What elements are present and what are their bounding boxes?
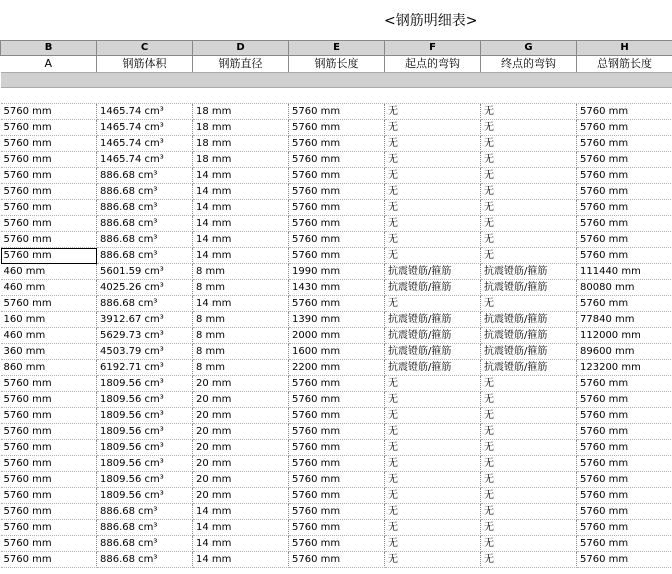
- table-cell[interactable]: 无: [385, 504, 481, 520]
- table-cell[interactable]: 5760 mm: [289, 168, 385, 184]
- column-header-total-length[interactable]: 总钢筋长度: [577, 56, 672, 73]
- table-cell[interactable]: 5760 mm: [289, 472, 385, 488]
- table-cell[interactable]: 5760 mm: [289, 536, 385, 552]
- table-cell[interactable]: 460 mm: [1, 328, 97, 344]
- table-cell[interactable]: 无: [385, 184, 481, 200]
- table-cell[interactable]: 5760 mm: [1, 552, 97, 568]
- column-header-end-hook[interactable]: 终点的弯钩: [481, 56, 577, 73]
- column-letter-row: [1, 41, 672, 56]
- table-cell[interactable]: 抗震镫筋/箍筋: [481, 280, 577, 296]
- column-header-a[interactable]: A: [1, 56, 97, 73]
- table-row[interactable]: [1, 168, 672, 184]
- table-row[interactable]: [1, 248, 672, 264]
- table-cell[interactable]: 5760 mm: [1, 408, 97, 424]
- table-cell[interactable]: 5760 mm: [577, 376, 672, 392]
- table-row[interactable]: [1, 536, 672, 552]
- table-cell[interactable]: 5760 mm: [1, 232, 97, 248]
- table-row[interactable]: [1, 184, 672, 200]
- table-cell[interactable]: 5760 mm: [289, 216, 385, 232]
- table-row[interactable]: [1, 392, 672, 408]
- column-letter-h[interactable]: H: [577, 41, 672, 56]
- table-cell[interactable]: 抗震镫筋/箍筋: [385, 264, 481, 280]
- table-cell[interactable]: 无: [385, 248, 481, 264]
- table-row[interactable]: [1, 200, 672, 216]
- table-cell[interactable]: 无: [481, 216, 577, 232]
- table-cell[interactable]: 无: [385, 200, 481, 216]
- table-cell[interactable]: 14 mm: [193, 200, 289, 216]
- table-cell[interactable]: 5760 mm: [1, 152, 97, 168]
- table-cell[interactable]: 无: [385, 168, 481, 184]
- table-cell[interactable]: 1465.74 cm³: [97, 120, 193, 136]
- table-cell[interactable]: 1809.56 cm³: [97, 488, 193, 504]
- table-cell[interactable]: 5760 mm: [577, 536, 672, 552]
- table-cell[interactable]: 5760 mm: [289, 248, 385, 264]
- table-cell[interactable]: 无: [481, 520, 577, 536]
- table-cell[interactable]: 5629.73 cm³: [97, 328, 193, 344]
- table-cell[interactable]: 5760 mm: [289, 440, 385, 456]
- column-header-rebar-volume[interactable]: 钢筋体积: [97, 56, 193, 73]
- table-cell[interactable]: 无: [385, 536, 481, 552]
- table-cell[interactable]: 5760 mm: [1, 536, 97, 552]
- table-cell[interactable]: 无: [385, 456, 481, 472]
- table-cell[interactable]: 18 mm: [193, 152, 289, 168]
- table-cell[interactable]: 5760 mm: [577, 184, 672, 200]
- table-cell[interactable]: 5760 mm: [577, 424, 672, 440]
- table-cell[interactable]: 无: [481, 392, 577, 408]
- table-cell[interactable]: 5760 mm: [289, 520, 385, 536]
- table-cell[interactable]: 5760 mm: [577, 296, 672, 312]
- table-cell[interactable]: 无: [385, 440, 481, 456]
- table-cell[interactable]: 77840 mm: [577, 312, 672, 328]
- table-cell[interactable]: 无: [481, 248, 577, 264]
- table-cell[interactable]: 20 mm: [193, 424, 289, 440]
- table-cell[interactable]: 160 mm: [1, 312, 97, 328]
- schedule-body: [1, 104, 672, 568]
- table-cell[interactable]: 5760 mm: [577, 104, 672, 120]
- table-cell[interactable]: 5760 mm: [577, 120, 672, 136]
- column-letter-g[interactable]: G: [481, 41, 577, 56]
- table-row[interactable]: [1, 264, 672, 280]
- table-cell[interactable]: 5760 mm: [289, 184, 385, 200]
- table-cell[interactable]: 886.68 cm³: [97, 504, 193, 520]
- table-cell[interactable]: 886.68 cm³: [97, 552, 193, 568]
- table-row[interactable]: [1, 136, 672, 152]
- table-cell[interactable]: 1430 mm: [289, 280, 385, 296]
- table-row[interactable]: [1, 376, 672, 392]
- table-cell[interactable]: 20 mm: [193, 408, 289, 424]
- table-row[interactable]: [1, 360, 672, 376]
- table-cell[interactable]: 886.68 cm³: [97, 184, 193, 200]
- table-cell[interactable]: 8 mm: [193, 360, 289, 376]
- table-cell[interactable]: 无: [481, 168, 577, 184]
- table-cell[interactable]: 5760 mm: [1, 184, 97, 200]
- table-cell[interactable]: 抗震镫筋/箍筋: [385, 312, 481, 328]
- table-cell[interactable]: 无: [481, 536, 577, 552]
- table-cell[interactable]: 5760 mm: [577, 440, 672, 456]
- table-cell[interactable]: 抗震镫筋/箍筋: [481, 264, 577, 280]
- table-cell[interactable]: 5760 mm: [1, 376, 97, 392]
- table-cell[interactable]: 20 mm: [193, 488, 289, 504]
- table-cell[interactable]: 1809.56 cm³: [97, 424, 193, 440]
- table-cell[interactable]: 无: [481, 456, 577, 472]
- table-cell[interactable]: 112000 mm: [577, 328, 672, 344]
- table-cell[interactable]: 5760 mm: [1, 424, 97, 440]
- table-cell[interactable]: 20 mm: [193, 392, 289, 408]
- table-cell[interactable]: 14 mm: [193, 504, 289, 520]
- table-cell[interactable]: 5760 mm: [577, 200, 672, 216]
- table-cell[interactable]: 1809.56 cm³: [97, 376, 193, 392]
- column-header-row: [1, 56, 672, 73]
- table-row[interactable]: [1, 312, 672, 328]
- table-cell[interactable]: 无: [481, 488, 577, 504]
- table-cell[interactable]: 886.68 cm³: [97, 296, 193, 312]
- table-cell[interactable]: 2200 mm: [289, 360, 385, 376]
- table-cell[interactable]: 5760 mm: [1, 120, 97, 136]
- table-cell[interactable]: 5760 mm: [289, 376, 385, 392]
- table-cell[interactable]: 886.68 cm³: [97, 200, 193, 216]
- table-cell[interactable]: 1390 mm: [289, 312, 385, 328]
- table-cell[interactable]: 无: [481, 200, 577, 216]
- table-cell[interactable]: 5760 mm: [289, 488, 385, 504]
- table-cell[interactable]: 5760 mm: [577, 136, 672, 152]
- table-cell[interactable]: 无: [385, 152, 481, 168]
- table-row[interactable]: [1, 456, 672, 472]
- table-cell[interactable]: 抗震镫筋/箍筋: [385, 360, 481, 376]
- table-cell[interactable]: 抗震镫筋/箍筋: [481, 344, 577, 360]
- table-cell[interactable]: 5760 mm: [289, 392, 385, 408]
- table-cell[interactable]: 无: [385, 376, 481, 392]
- table-cell[interactable]: 5760 mm: [577, 216, 672, 232]
- table-cell[interactable]: 360 mm: [1, 344, 97, 360]
- table-cell[interactable]: 5760 mm: [289, 504, 385, 520]
- table-cell[interactable]: 5760 mm: [577, 232, 672, 248]
- table-cell[interactable]: 5760 mm: [1, 504, 97, 520]
- table-cell[interactable]: 14 mm: [193, 520, 289, 536]
- table-cell[interactable]: 无: [385, 232, 481, 248]
- table-cell[interactable]: 5760 mm: [577, 392, 672, 408]
- table-cell[interactable]: 8 mm: [193, 328, 289, 344]
- table-cell[interactable]: 5760 mm: [289, 120, 385, 136]
- table-cell[interactable]: 5760 mm: [577, 488, 672, 504]
- table-cell[interactable]: 6192.71 cm³: [97, 360, 193, 376]
- column-letter-c[interactable]: C: [97, 41, 193, 56]
- table-cell[interactable]: 8 mm: [193, 264, 289, 280]
- table-cell[interactable]: 20 mm: [193, 440, 289, 456]
- table-cell[interactable]: 89600 mm: [577, 344, 672, 360]
- table-cell[interactable]: 5760 mm: [289, 200, 385, 216]
- blank-row: [1, 88, 672, 104]
- table-cell[interactable]: 8 mm: [193, 344, 289, 360]
- table-row[interactable]: [1, 296, 672, 312]
- table-cell[interactable]: 18 mm: [193, 136, 289, 152]
- table-cell[interactable]: 5760 mm: [577, 168, 672, 184]
- table-cell[interactable]: 20 mm: [193, 456, 289, 472]
- table-cell[interactable]: 886.68 cm³: [97, 232, 193, 248]
- table-cell[interactable]: 1809.56 cm³: [97, 408, 193, 424]
- table-cell[interactable]: 无: [481, 136, 577, 152]
- table-cell[interactable]: 14 mm: [193, 536, 289, 552]
- table-row[interactable]: [1, 424, 672, 440]
- table-cell[interactable]: 无: [385, 472, 481, 488]
- column-letter-d[interactable]: D: [193, 41, 289, 56]
- table-cell[interactable]: 5760 mm: [1, 392, 97, 408]
- table-cell[interactable]: 抗震镫筋/箍筋: [385, 328, 481, 344]
- table-cell[interactable]: 14 mm: [193, 232, 289, 248]
- table-cell[interactable]: 5760 mm: [577, 248, 672, 264]
- table-cell[interactable]: 5760 mm: [1, 216, 97, 232]
- table-cell[interactable]: 8 mm: [193, 280, 289, 296]
- table-cell[interactable]: 4503.79 cm³: [97, 344, 193, 360]
- table-row[interactable]: [1, 280, 672, 296]
- column-header-start-hook[interactable]: 起点的弯钩: [385, 56, 481, 73]
- table-cell[interactable]: 5760 mm: [289, 456, 385, 472]
- table-cell[interactable]: 886.68 cm³: [97, 168, 193, 184]
- table-cell[interactable]: 2000 mm: [289, 328, 385, 344]
- table-cell[interactable]: 80080 mm: [577, 280, 672, 296]
- table-row[interactable]: [1, 120, 672, 136]
- table-cell[interactable]: 14 mm: [193, 552, 289, 568]
- table-cell[interactable]: 14 mm: [193, 168, 289, 184]
- schedule-title-bar: [0, 6, 672, 34]
- header-spacer: [1, 73, 672, 88]
- table-cell[interactable]: 886.68 cm³: [97, 248, 193, 264]
- column-letter-b[interactable]: B: [1, 41, 97, 56]
- table-cell[interactable]: 5760 mm: [289, 408, 385, 424]
- table-cell[interactable]: 无: [481, 120, 577, 136]
- table-cell[interactable]: 5760 mm: [1, 104, 97, 120]
- table-cell[interactable]: 无: [481, 408, 577, 424]
- table-cell[interactable]: 5760 mm: [577, 504, 672, 520]
- table-cell[interactable]: 460 mm: [1, 280, 97, 296]
- column-header-rebar-diameter[interactable]: 钢筋直径: [193, 56, 289, 73]
- table-cell[interactable]: 无: [385, 424, 481, 440]
- table-cell[interactable]: 20 mm: [193, 472, 289, 488]
- table-cell[interactable]: 14 mm: [193, 248, 289, 264]
- table-cell[interactable]: 14 mm: [193, 216, 289, 232]
- schedule-table: [0, 40, 672, 568]
- table-cell[interactable]: 无: [481, 296, 577, 312]
- table-row[interactable]: [1, 152, 672, 168]
- column-letter-f[interactable]: F: [385, 41, 481, 56]
- table-cell[interactable]: 5760 mm: [289, 104, 385, 120]
- table-cell[interactable]: 1600 mm: [289, 344, 385, 360]
- table-cell[interactable]: 抗震镫筋/箍筋: [481, 312, 577, 328]
- table-cell[interactable]: 5760 mm: [1, 296, 97, 312]
- table-cell[interactable]: 无: [481, 104, 577, 120]
- table-cell[interactable]: 无: [385, 520, 481, 536]
- table-cell[interactable]: 无: [385, 408, 481, 424]
- table-cell[interactable]: 5760 mm: [289, 232, 385, 248]
- table-cell[interactable]: 无: [385, 104, 481, 120]
- table-cell[interactable]: 5760 mm: [1, 520, 97, 536]
- table-row[interactable]: [1, 520, 672, 536]
- table-cell[interactable]: 无: [481, 232, 577, 248]
- table-row[interactable]: [1, 408, 672, 424]
- table-cell[interactable]: 无: [481, 424, 577, 440]
- table-cell[interactable]: 8 mm: [193, 312, 289, 328]
- table-cell[interactable]: 5760 mm: [289, 552, 385, 568]
- table-cell[interactable]: 5760 mm: [1, 248, 97, 264]
- table-cell[interactable]: 1809.56 cm³: [97, 440, 193, 456]
- table-cell[interactable]: 无: [385, 216, 481, 232]
- table-cell[interactable]: 抗震镫筋/箍筋: [385, 280, 481, 296]
- table-cell[interactable]: 5760 mm: [1, 488, 97, 504]
- table-cell[interactable]: 5760 mm: [1, 456, 97, 472]
- table-cell[interactable]: 20 mm: [193, 376, 289, 392]
- table-cell[interactable]: 无: [481, 152, 577, 168]
- table-cell[interactable]: 无: [385, 120, 481, 136]
- table-row[interactable]: [1, 504, 672, 520]
- table-cell[interactable]: 5760 mm: [1, 472, 97, 488]
- table-row[interactable]: [1, 104, 672, 120]
- table-cell[interactable]: 18 mm: [193, 104, 289, 120]
- column-header-rebar-length[interactable]: 钢筋长度: [289, 56, 385, 73]
- table-cell[interactable]: 1809.56 cm³: [97, 472, 193, 488]
- table-row[interactable]: [1, 552, 672, 568]
- table-cell[interactable]: 抗震镫筋/箍筋: [481, 328, 577, 344]
- table-cell[interactable]: 1809.56 cm³: [97, 392, 193, 408]
- table-cell[interactable]: 无: [481, 552, 577, 568]
- table-cell[interactable]: 无: [385, 296, 481, 312]
- table-cell[interactable]: 无: [385, 392, 481, 408]
- table-cell[interactable]: 5760 mm: [1, 440, 97, 456]
- table-row[interactable]: [1, 216, 672, 232]
- table-cell[interactable]: 无: [481, 504, 577, 520]
- table-row[interactable]: [1, 488, 672, 504]
- table-cell[interactable]: 886.68 cm³: [97, 216, 193, 232]
- table-row[interactable]: [1, 472, 672, 488]
- table-row[interactable]: [1, 328, 672, 344]
- table-cell[interactable]: 5760 mm: [577, 552, 672, 568]
- table-cell[interactable]: 5760 mm: [577, 472, 672, 488]
- table-cell[interactable]: 5760 mm: [577, 456, 672, 472]
- table-cell[interactable]: 抗震镫筋/箍筋: [385, 344, 481, 360]
- table-cell[interactable]: 4025.26 cm³: [97, 280, 193, 296]
- table-cell[interactable]: 5601.59 cm³: [97, 264, 193, 280]
- table-cell[interactable]: 5760 mm: [289, 136, 385, 152]
- table-cell[interactable]: 5760 mm: [577, 520, 672, 536]
- schedule-title: <钢筋明细表>: [384, 13, 478, 29]
- table-cell[interactable]: 886.68 cm³: [97, 536, 193, 552]
- table-cell[interactable]: 无: [481, 440, 577, 456]
- table-cell[interactable]: 14 mm: [193, 184, 289, 200]
- blank-cell: [1, 88, 672, 104]
- table-cell[interactable]: 5760 mm: [1, 136, 97, 152]
- table-cell[interactable]: 1465.74 cm³: [97, 136, 193, 152]
- table-cell[interactable]: 1809.56 cm³: [97, 456, 193, 472]
- table-cell[interactable]: 5760 mm: [289, 296, 385, 312]
- table-row[interactable]: [1, 344, 672, 360]
- table-cell[interactable]: 无: [481, 472, 577, 488]
- table-cell[interactable]: 无: [385, 552, 481, 568]
- table-cell[interactable]: 无: [481, 184, 577, 200]
- table-cell[interactable]: 3912.67 cm³: [97, 312, 193, 328]
- table-cell[interactable]: 无: [481, 376, 577, 392]
- table-cell[interactable]: 5760 mm: [289, 152, 385, 168]
- table-cell[interactable]: 5760 mm: [1, 168, 97, 184]
- table-cell[interactable]: 14 mm: [193, 296, 289, 312]
- table-cell[interactable]: 18 mm: [193, 120, 289, 136]
- table-cell[interactable]: 无: [385, 136, 481, 152]
- table-cell[interactable]: 无: [385, 488, 481, 504]
- table-row[interactable]: [1, 232, 672, 248]
- table-cell[interactable]: 860 mm: [1, 360, 97, 376]
- table-cell[interactable]: 1465.74 cm³: [97, 104, 193, 120]
- header-spacer-row: [1, 73, 672, 88]
- table-cell[interactable]: 5760 mm: [1, 200, 97, 216]
- table-cell[interactable]: 5760 mm: [577, 408, 672, 424]
- table-cell[interactable]: 5760 mm: [577, 152, 672, 168]
- table-cell[interactable]: 123200 mm: [577, 360, 672, 376]
- column-letter-e[interactable]: E: [289, 41, 385, 56]
- table-cell[interactable]: 抗震镫筋/箍筋: [481, 360, 577, 376]
- table-cell[interactable]: 111440 mm: [577, 264, 672, 280]
- table-cell[interactable]: 886.68 cm³: [97, 520, 193, 536]
- table-cell[interactable]: 1465.74 cm³: [97, 152, 193, 168]
- table-cell[interactable]: 1990 mm: [289, 264, 385, 280]
- table-cell[interactable]: 460 mm: [1, 264, 97, 280]
- table-cell[interactable]: 5760 mm: [289, 424, 385, 440]
- table-row[interactable]: [1, 440, 672, 456]
